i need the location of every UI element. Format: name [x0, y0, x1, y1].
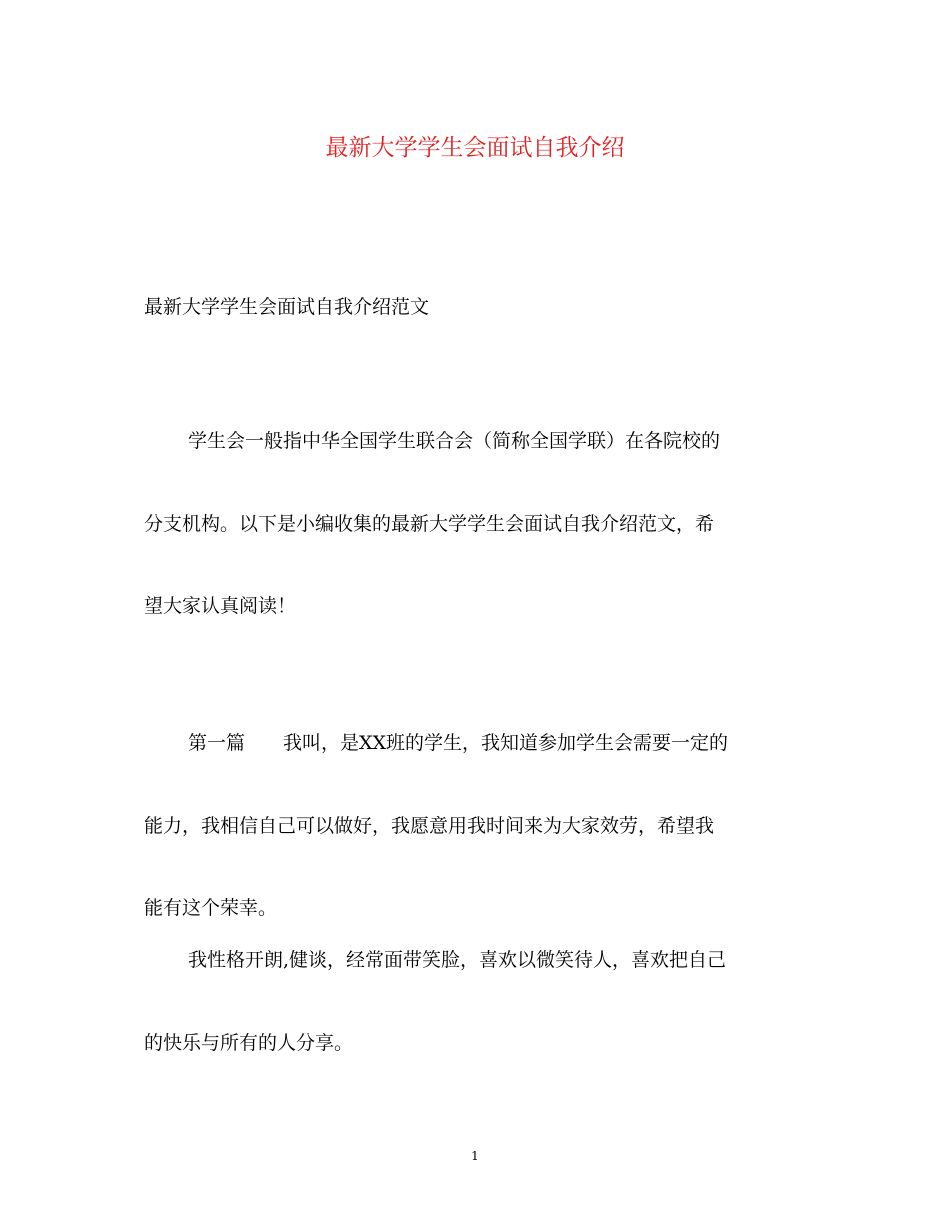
paragraph-line: 第一篇 我叫，是XX班的学生，我知道参加学生会需要一定的	[188, 732, 729, 754]
paragraph-line: 能有这个荣幸。	[144, 897, 278, 919]
paragraph-personality	[144, 940, 814, 1063]
paragraph-line: 望大家认真阅读！	[144, 595, 297, 617]
document-subtitle: 最新大学学生会面试自我介绍范文	[144, 296, 430, 318]
document-title: 最新大学学生会面试自我介绍	[325, 135, 625, 161]
paragraph-line: 能力，我相信自己可以做好，我愿意用我时间来为大家效劳，希望我	[144, 815, 715, 837]
paragraph-intro	[144, 421, 814, 626]
paragraph-first-essay	[144, 723, 814, 928]
paragraph-line: 的快乐与所有的人分享。	[144, 1032, 354, 1054]
paragraph-line: 学生会一般指中华全国学生联合会（简称全国学联）在各院校的	[188, 430, 721, 452]
page-number: 1	[471, 1149, 479, 1163]
paragraph-line: 分支机构。以下是小编收集的最新大学学生会面试自我介绍范文，希	[144, 513, 715, 535]
paragraph-line: 我性格开朗,健谈，经常面带笑脸，喜欢以微笑待人，喜欢把自己	[188, 949, 727, 971]
